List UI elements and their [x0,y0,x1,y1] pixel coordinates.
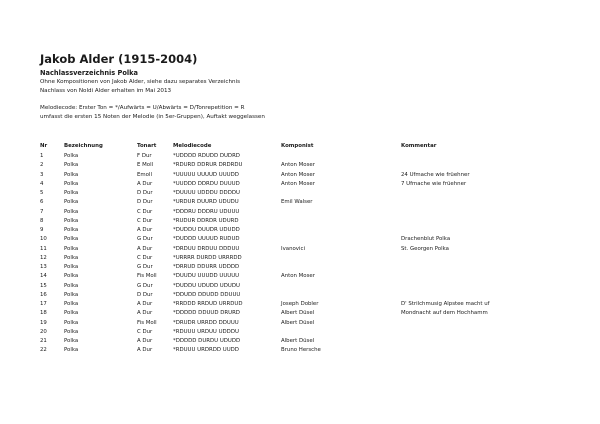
cell-tonart: D Dur [137,291,153,298]
cell-tonart: E Moll [137,162,154,169]
note-line: Ohne Kompositionen von Jakob Alder, siehe dazu separates Verzeichnis [40,79,241,85]
header-komponist: Komponist [281,143,314,149]
header-kommentar: Kommentar [401,143,437,149]
cell-bezeichnung: Polka [64,273,79,280]
cell-bezeichnung: Polka [64,291,79,298]
table-row [40,310,541,319]
cell-melodiecode: *RDURD DDRUR DRDRDU [173,162,243,169]
cell-kommentar [401,283,541,292]
cell-melodiecode: *RRDDD RRDUD URRDUD [173,301,243,307]
melodiecode-note: Melodiecode: Erster Ton = */Aufwärts = U/Abwärts = D/Tonrepetition = R [40,105,245,111]
cell-nr: 7 [40,208,44,215]
cell-komponist: Anton Moser [281,162,315,169]
cell-melodiecode: *URDUR DUURD UDUDU [173,199,239,206]
cell-komponist: Albert Düsel [281,310,315,317]
cell-bezeichnung: Polka [64,227,79,233]
cell-kommentar [401,190,541,199]
table-row [40,283,541,292]
cell-melodiecode: *URRRR DURDD URRRDD [173,254,242,261]
melodiecode-note: umfasst die ersten 15 Noten der Melodie (in 5er-Gruppen), Auftakt weggelassen [40,114,265,120]
document-title: Jakob Alder (1915-2004) [40,52,198,66]
table-row [40,227,541,236]
cell-komponist [281,227,401,236]
cell-nr: 10 [40,236,47,243]
cell-bezeichnung: Polka [64,236,79,243]
cell-bezeichnung: Polka [64,254,79,261]
table-row [40,153,541,162]
cell-nr: 6 [40,199,44,206]
cell-melodiecode: *DUUDU UUUDD UUUUU [173,273,240,280]
cell-bezeichnung: Polka [64,338,79,344]
cell-komponist [281,264,401,273]
cell-kommentar [401,227,541,236]
cell-kommentar [401,320,541,329]
cell-komponist: Emil Walser [281,199,313,206]
cell-nr: 3 [40,171,44,178]
cell-nr: 14 [40,273,47,280]
cell-kommentar [401,273,541,282]
cell-melodiecode: *DDDDD DURDU UDUDD [173,338,241,344]
cell-melodiecode: *DRRUD DDURR UDDDD [173,264,240,270]
cell-melodiecode: *DUUUU UDDDU DDDDU [173,190,240,196]
table-row [40,172,541,181]
cell-nr: 11 [40,245,47,252]
cell-komponist [281,236,401,245]
cell-nr: 16 [40,291,47,298]
cell-kommentar: Mondnacht auf dem Hochhamm [401,310,488,317]
cell-bezeichnung: Polka [64,328,79,335]
cell-tonart: A Dur [137,301,153,307]
cell-nr: 4 [40,180,44,187]
cell-kommentar [401,199,541,208]
table-row [40,162,541,171]
header-bezeichnung: Bezeichnung [64,143,103,149]
cell-kommentar [401,153,541,162]
cell-tonart: F Dur [137,153,152,159]
cell-komponist: Anton Moser [281,273,315,280]
cell-nr: 15 [40,282,47,289]
cell-tonart: C Dur [137,208,153,215]
table-row [40,199,541,208]
cell-melodiecode: *UDDDD RDUDD DUDRD [173,153,240,159]
cell-komponist: Albert Düsel [281,338,315,344]
cell-melodiecode: *UUUUU UUUUD UUUDD [173,171,239,178]
header-tonart: Tonart [137,143,157,149]
cell-nr: 1 [40,153,44,159]
cell-tonart: C Dur [137,328,153,335]
cell-komponist [281,218,401,227]
cell-bezeichnung: Polka [64,180,79,187]
cell-nr: 9 [40,227,44,233]
table-body [40,153,541,357]
cell-melodiecode: *DDDDD DDUUD DRURD [173,310,240,317]
cell-tonart: A Dur [137,347,153,354]
table-header-row [40,143,541,153]
cell-melodiecode: *DRDUU DRDUU DDDUU [173,245,240,252]
cell-tonart: D Dur [137,199,153,206]
cell-tonart: D Dur [137,190,153,196]
cell-tonart: G Dur [137,264,153,270]
cell-melodiecode: *DDUDD DDUDD DDUUU [173,291,241,298]
cell-kommentar [401,264,541,273]
cell-nr: 20 [40,328,47,335]
cell-nr: 18 [40,310,47,317]
cell-komponist: Bruno Hersche [281,347,321,354]
document-subtitle: Nachlassverzeichnis Polka [40,69,138,77]
cell-kommentar: D' Strilchmusig Alpstee macht uf [401,301,490,307]
table-row [40,190,541,199]
cell-bezeichnung: Polka [64,310,79,317]
cell-kommentar: Drachenblut Polka [401,236,451,243]
cell-bezeichnung: Polka [64,264,79,270]
cell-tonart: C Dur [137,254,153,261]
cell-melodiecode: *RUDUR DDRDR UDURD [173,217,239,224]
cell-bezeichnung: Polka [64,282,79,289]
cell-tonart: A Dur [137,227,153,233]
header-melodiecode: Melodiecode [173,143,212,149]
cell-kommentar [401,292,541,301]
cell-nr: 19 [40,319,47,326]
cell-kommentar [401,255,541,264]
cell-tonart: C Dur [137,217,153,224]
cell-tonart: G Dur [137,282,153,289]
cell-komponist [281,190,401,199]
cell-bezeichnung: Polka [64,217,79,224]
cell-nr: 12 [40,254,47,261]
cell-tonart: A Dur [137,338,153,344]
table-row [40,273,541,282]
cell-melodiecode: *RDUUU URDRDD UUDD [173,347,239,354]
table-row [40,255,541,264]
note-line: Nachlass von Noldi Alder erhalten im Mai 2013 [40,88,172,94]
cell-kommentar: 7 Ufmache wie früehner [401,180,467,187]
cell-komponist [281,153,401,162]
cell-nr: 13 [40,264,47,270]
table-row [40,246,541,255]
cell-kommentar [401,209,541,218]
cell-komponist: Anton Moser [281,171,315,178]
cell-nr: 22 [40,347,47,354]
table-row [40,329,541,338]
cell-komponist [281,255,401,264]
cell-komponist [281,329,401,338]
cell-komponist: Anton Moser [281,180,315,187]
table-row [40,347,541,356]
cell-bezeichnung: Polka [64,301,79,307]
table-row [40,338,541,347]
cell-nr: 5 [40,190,44,196]
cell-kommentar: 24 Ufmache wie früehner [401,171,470,178]
cell-bezeichnung: Polka [64,190,79,196]
cell-tonart: A Dur [137,180,153,187]
table-row [40,181,541,190]
table-row [40,292,541,301]
table-row [40,218,541,227]
cell-kommentar [401,347,541,356]
cell-tonart: Fis Moll [137,319,157,326]
cell-melodiecode: *RDUUU URDUU UDDDU [173,328,239,335]
table-row [40,209,541,218]
cell-tonart: A Dur [137,310,153,317]
cell-bezeichnung: Polka [64,208,79,215]
cell-nr: 2 [40,162,44,169]
cell-komponist [281,292,401,301]
cell-komponist: Ivanovici [281,245,305,252]
cell-bezeichnung: Polka [64,199,79,206]
cell-melodiecode: *DDDRU DDDRU UDUUU [173,208,240,215]
cell-komponist [281,283,401,292]
cell-kommentar [401,218,541,227]
cell-tonart: Fis Moll [137,273,157,280]
inventory-table [40,143,541,357]
cell-nr: 21 [40,338,47,344]
table-row [40,320,541,329]
cell-melodiecode: *DRUDR URRDD DDUUU [173,319,239,326]
cell-melodiecode: *DUDDU UDUDD UDUDU [173,282,240,289]
cell-tonart: Emoll [137,171,152,178]
cell-bezeichnung: Polka [64,245,79,252]
cell-kommentar [401,338,541,347]
cell-nr: 8 [40,217,44,224]
cell-tonart: G Dur [137,236,153,243]
cell-komponist: Albert Düsel [281,319,315,326]
cell-melodiecode: *UUDDD DDRDU DUUUD [173,180,240,187]
cell-melodiecode: *DUDDD UUUUD RUDUD [173,236,240,243]
table-row [40,264,541,273]
cell-bezeichnung: Polka [64,319,79,326]
cell-bezeichnung: Polka [64,162,79,169]
table-row [40,236,541,245]
header-nr: Nr [40,143,48,149]
cell-kommentar: St. Georgen Polka [401,245,449,252]
cell-bezeichnung: Polka [64,171,79,178]
cell-komponist: Joseph Dobler [281,301,319,307]
cell-tonart: A Dur [137,245,153,252]
cell-kommentar [401,329,541,338]
cell-kommentar [401,162,541,171]
cell-melodiecode: *DUDDU DUUDR UDUDD [173,227,240,233]
table-row [40,301,541,310]
cell-nr: 17 [40,301,47,307]
cell-komponist [281,209,401,218]
cell-bezeichnung: Polka [64,347,79,354]
cell-bezeichnung: Polka [64,153,79,159]
